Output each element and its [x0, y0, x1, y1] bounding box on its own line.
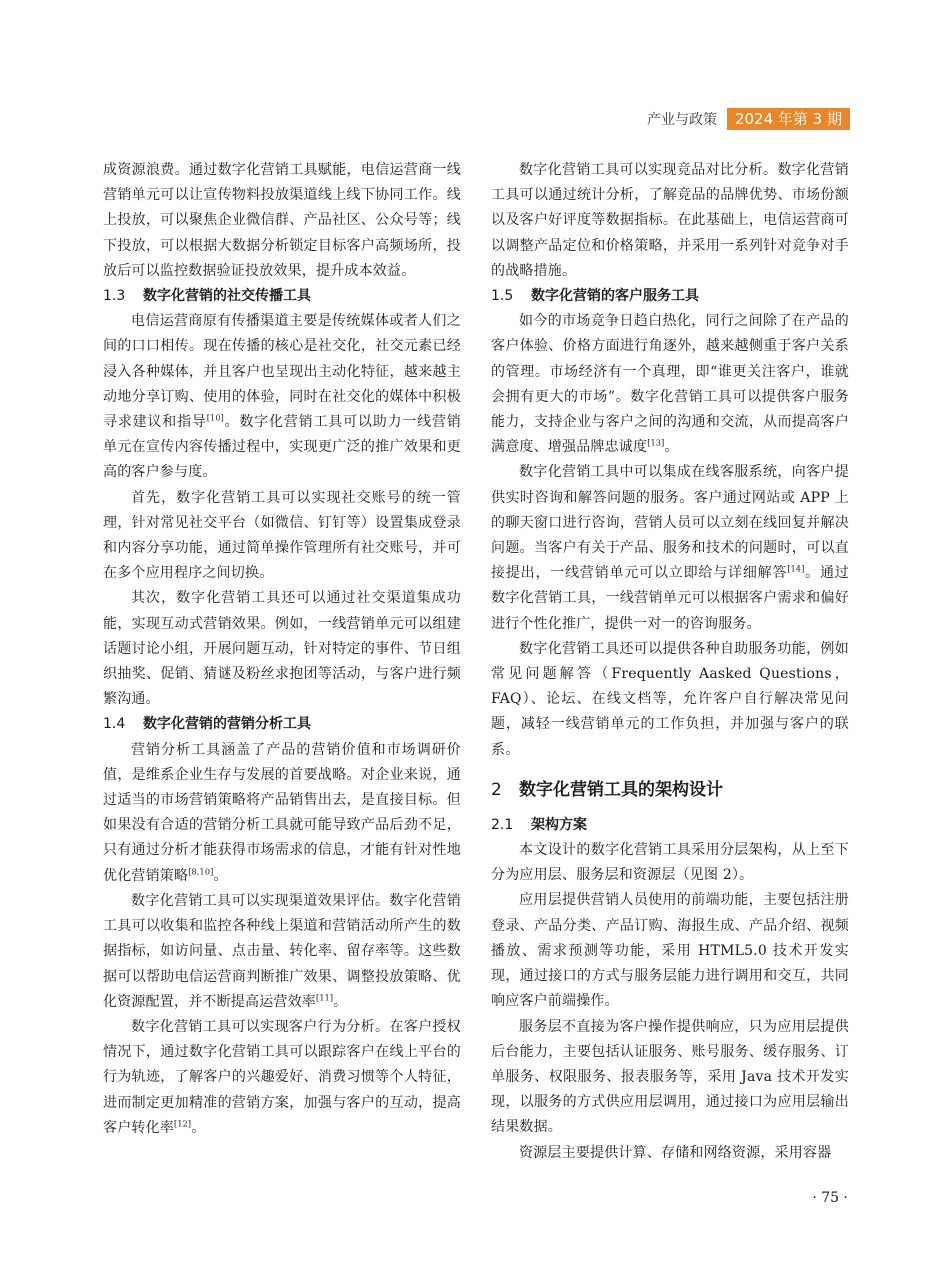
paragraph-text: 如今的市场竞争日趋白热化，同行之间除了在产品的客户体验、价格方面进行角逐外，越来越侧重于客户关系的管理。市场经济有一个真理，即“谁更关注客户，谁就会拥有更大的市场”。数字化营销工具可以提供客户服务能力，支持企业与客户之间的沟通和交流，从而提高客户满意度、增强品牌忠诚度: [491, 313, 849, 456]
paragraph: [103, 309, 461, 485]
paragraph-text: 。通过数字化营销工具，一线营销单元可以根据客户需求和偏好进行个性化推广，提供一对一的咨询服务。: [491, 565, 849, 632]
heading-number: 2.1: [491, 816, 514, 833]
subsection-heading-1-4: [103, 712, 461, 737]
subsection-heading-2-1: [491, 813, 849, 838]
paragraph: 首先，数字化营销工具可以实现社交账号的统一管理，针对常见社交平台（如微信、钉钉等）设置集成登录和内容分享功能，通过简单操作管理所有社交账号，并可在多个应用程序之间切换。: [103, 489, 461, 582]
issue-badge: 2024 年第 3 期: [727, 108, 850, 130]
heading-number: 2: [491, 779, 502, 800]
citation: [11]: [316, 993, 334, 1003]
paragraph-text: 电信运营商原有传播渠道主要是传统媒体或者人们之间的口口相传。现在传播的核心是社交化，社交元素已经浸入各种媒体，并且客户也呈现出主动化特征，越来越主动地分享订购、使用的体验，同时在社交化的媒体中积极寻求建议和指导: [103, 313, 461, 431]
paragraph-text: 数字化营销工具可以实现客户行为分析。在客户授权情况下，通过数字化营销工具可以跟踪客户在线上平台的行为轨迹，了解客户的兴趣爱好、消费习惯等个人特征，进而制定更加精准的营销方案，加强与客户的互动，提高客户转化率: [103, 1018, 461, 1136]
citation: [8,10]: [188, 867, 214, 877]
heading-number: 1.5: [491, 288, 514, 305]
right-column: [491, 158, 849, 1166]
paragraph: 资源层主要提供计算、存储和网络资源，采用容器: [519, 1144, 832, 1161]
paragraph: [491, 309, 849, 460]
heading-number: 1.4: [103, 716, 126, 733]
citation: [12]: [174, 1119, 192, 1129]
paragraph-text: 。: [333, 993, 348, 1010]
page-number: · 75 ·: [812, 1190, 848, 1206]
paragraph: 应用层提供营销人员使用的前端功能，主要包括注册登录、产品分类、产品订购、海报生成、产品介绍、视频播放、需求预测等功能，采用 HTML5.0 技术开发实现，通过接口的方式与服务层能力进行调用和交互，共同响应客户前端操作。: [491, 892, 849, 1010]
paragraph-text: 。: [664, 439, 679, 456]
paragraph: [103, 738, 461, 889]
paragraph-text: 营销分析工具涵盖了产品的营销价值和市场调研价值，是维系企业生存与发展的首要战略。对企业来说，通过适当的市场营销策略将产品销售出去，是直接目标。但如果没有合适的营销分析工具就可能导致产品后劲不足，只有通过分析才能获得市场需求的信息，才能有针对性地优化营销策略: [103, 741, 461, 884]
heading-title: 数字化营销的社交传播工具: [143, 288, 311, 305]
heading-number: 1.3: [103, 288, 126, 305]
citation: [14]: [787, 564, 805, 574]
paragraph: 服务层不直接为客户操作提供响应，只为应用层提供后台能力，主要包括认证服务、账号服务、缓存服务、订单服务、权限服务、报表服务等，采用 Java 技术开发实现，以服务的方式供应用层调用，通过接口为应用层输出结果数据。: [491, 1018, 849, 1136]
heading-title: 数字化营销工具的架构设计: [519, 779, 723, 800]
paragraph: 其次，数字化营销工具还可以通过社交渠道集成功能，实现互动式营销效果。例如，一线营销单元可以组建话题讨论小组，开展问题互动，针对特定的事件、节日组织抽奖、促销、猜谜及粉丝求抱团等活动，与客户进行频繁沟通。: [103, 590, 461, 708]
section-heading-2: [491, 777, 849, 803]
paragraph-text: 数字化营销工具可以实现渠道效果评估。数字化营销工具可以收集和监控各种线上渠道和营销活动所产生的数据指标，如访问量、点击量、转化率、留存率等。这些数据可以帮助电信运营商判断推广效果、调整投放策略、优化资源配置，并不断提高运营效率: [103, 892, 461, 1010]
paragraph: 本文设计的数字化营销工具采用分层架构，从上至下分为应用层、服务层和资源层（见图 2）。: [491, 842, 849, 884]
paragraph: 成资源浪费。通过数字化营销工具赋能，电信运营商一线营销单元可以让宣传物料投放渠道线上线下协同工作。线上投放，可以聚焦企业微信群、产品社区、公众号等；线下投放，可以根据大数据分析锁定目标客户高频场所，投放后可以监控数据验证投放效果，提升成本效益。: [103, 162, 461, 279]
citation: [10]: [206, 413, 224, 423]
subsection-heading-1-5: [491, 284, 849, 309]
paragraph-text: 数字化营销工具中可以集成在线客服系统，向客户提供实时咨询和解答问题的服务。客户通过网站或 APP 上的聊天窗口进行咨询，营销人员可以立刻在线回复并解决问题。当客户有关于产品、服务和技术的问题时，可以直接提出，一线营销单元可以立即给与详细解答: [491, 464, 849, 582]
left-column: [103, 158, 461, 1141]
paragraph: [103, 1015, 461, 1141]
paragraph-text: 。数字化营销工具可以助力一线营销单元在宣传内容传播过程中，实现更广泛的推广效果和更高的客户参与度。: [103, 414, 461, 481]
paragraph-text: 。: [213, 867, 228, 884]
heading-title: 架构方案: [531, 816, 587, 833]
paragraph: 数字化营销工具还可以提供各种自助服务功能，例如常见问题解答（Frequently Aasked Questions，FAQ）、论坛、在线文档等，允许客户自行解决常见问题，减轻一线营销单元的工作负担，并加强与客户的联系。: [491, 640, 849, 758]
paragraph-text: 。: [191, 1119, 206, 1136]
running-header: [647, 108, 850, 130]
heading-title: 数字化营销的客户服务工具: [531, 288, 699, 305]
paragraph: [491, 460, 849, 636]
heading-title: 数字化营销的营销分析工具: [143, 716, 311, 733]
journal-section: 产业与政策: [646, 112, 717, 128]
subsection-heading-1-3: [103, 284, 461, 309]
paragraph: 数字化营销工具可以实现竞品对比分析。数字化营销工具可以通过统计分析，了解竞品的品牌优势、市场份额以及客户好评度等数据指标。在此基础上，电信运营商可以调整产品定位和价格策略，并采用一系列针对竞争对手的战略措施。: [491, 162, 849, 279]
paragraph: [103, 889, 461, 1015]
citation: [13]: [647, 438, 665, 448]
